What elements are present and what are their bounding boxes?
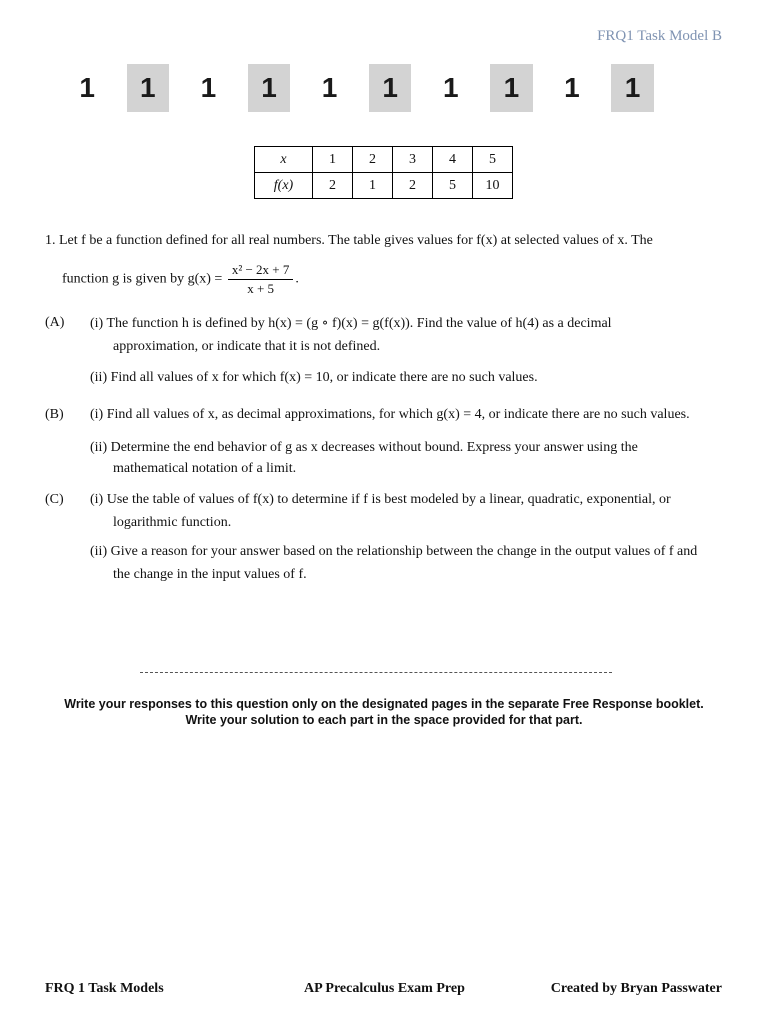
banner-digit: 1 (369, 64, 411, 112)
table-cell: 1 (353, 173, 393, 199)
part-c-ii-line1: (ii) Give a reason for your answer based on the relationship between the change in the output values of f and (90, 544, 698, 559)
part-b-label: (B) (45, 407, 64, 422)
footer-center: AP Precalculus Exam Prep (304, 981, 465, 996)
part-a-i-line1: (i) The function h is defined by h(x) = (g ∘ f)(x) = g(f(x)). Find the value of h(4) as a decimal (90, 316, 612, 331)
banner-digit: 1 (127, 64, 169, 112)
part-b-ii-line1: (ii) Determine the end behavior of g as x decreases without bound. Express your answer using the (90, 440, 638, 455)
table-row-fx (255, 173, 513, 199)
table-cell: 2 (313, 173, 353, 199)
part-b-ii-line2: mathematical notation of a limit. (113, 461, 297, 476)
banner-digit: 1 (200, 72, 217, 103)
part-a-label: (A) (45, 315, 65, 330)
banner-digit: 1 (79, 72, 95, 103)
banner-digit: 1 (564, 72, 580, 103)
instructions-line1: Write your responses to this question only on the designated pages in the separate Free Response booklet. (64, 697, 704, 711)
footer-left: FRQ 1 Task Models (45, 981, 164, 996)
table-cell: 10 (473, 173, 513, 199)
part-c-i-line1: (i) Use the table of values of f(x) to determine if f is best modeled by a linear, quadratic, exponential, or (90, 492, 671, 507)
table-cell: 5 (433, 173, 473, 199)
footer-right: Created by Bryan Passwater (550, 981, 722, 996)
digit-banner (66, 64, 672, 112)
g-fraction (228, 262, 294, 297)
g-definition-prefix: function g is given by g(x) = (62, 271, 223, 287)
function-values-table (254, 146, 513, 199)
table-cell: 2 (393, 173, 433, 199)
question-intro: 1. Let f be a function defined for all real numbers. The table gives values for f(x) at selected values of x. The (45, 233, 653, 248)
g-denominator: x + 5 (247, 281, 275, 296)
instructions-line2: Write your solution to each part in the space provided for that part. (185, 713, 583, 727)
table-cell: 2 (353, 147, 393, 173)
table-cell: 1 (313, 147, 353, 173)
table-row-x (255, 147, 513, 173)
part-b-i: (i) Find all values of x, as decimal approximations, for which g(x) = 4, or indicate there are no such values. (90, 407, 690, 422)
part-c-label: (C) (45, 492, 64, 507)
part-a-i-line2: approximation, or indicate that it is not defined. (113, 339, 381, 354)
dashed-divider (140, 672, 612, 673)
g-definition: function g is given by g(x) = $\frac{\text{x² − 2x + 7}}{x + 5}$ . (62, 262, 299, 296)
table-header-fx: f(x) (255, 173, 313, 199)
table-cell: 5 (473, 147, 513, 173)
part-a-ii: (ii) Find all values of x for which f(x) = 10, or indicate there are no such values. (90, 370, 538, 385)
banner-digit: 1 (442, 72, 459, 103)
banner-digit: 1 (490, 64, 532, 112)
header-label: FRQ1 Task Model B (597, 28, 722, 44)
banner-digit: 1 (611, 64, 653, 112)
part-c-i-line2: logarithmic function. (113, 515, 232, 530)
banner-digit: 1 (248, 64, 290, 112)
table-cell: 3 (393, 147, 433, 173)
g-numerator: x² − 2x + 7 (228, 262, 294, 280)
banner-digit: 1 (321, 72, 338, 103)
table-header-x: x (255, 147, 313, 173)
table-cell: 4 (433, 147, 473, 173)
part-c-ii-line2: the change in the input values of f. (113, 567, 307, 582)
